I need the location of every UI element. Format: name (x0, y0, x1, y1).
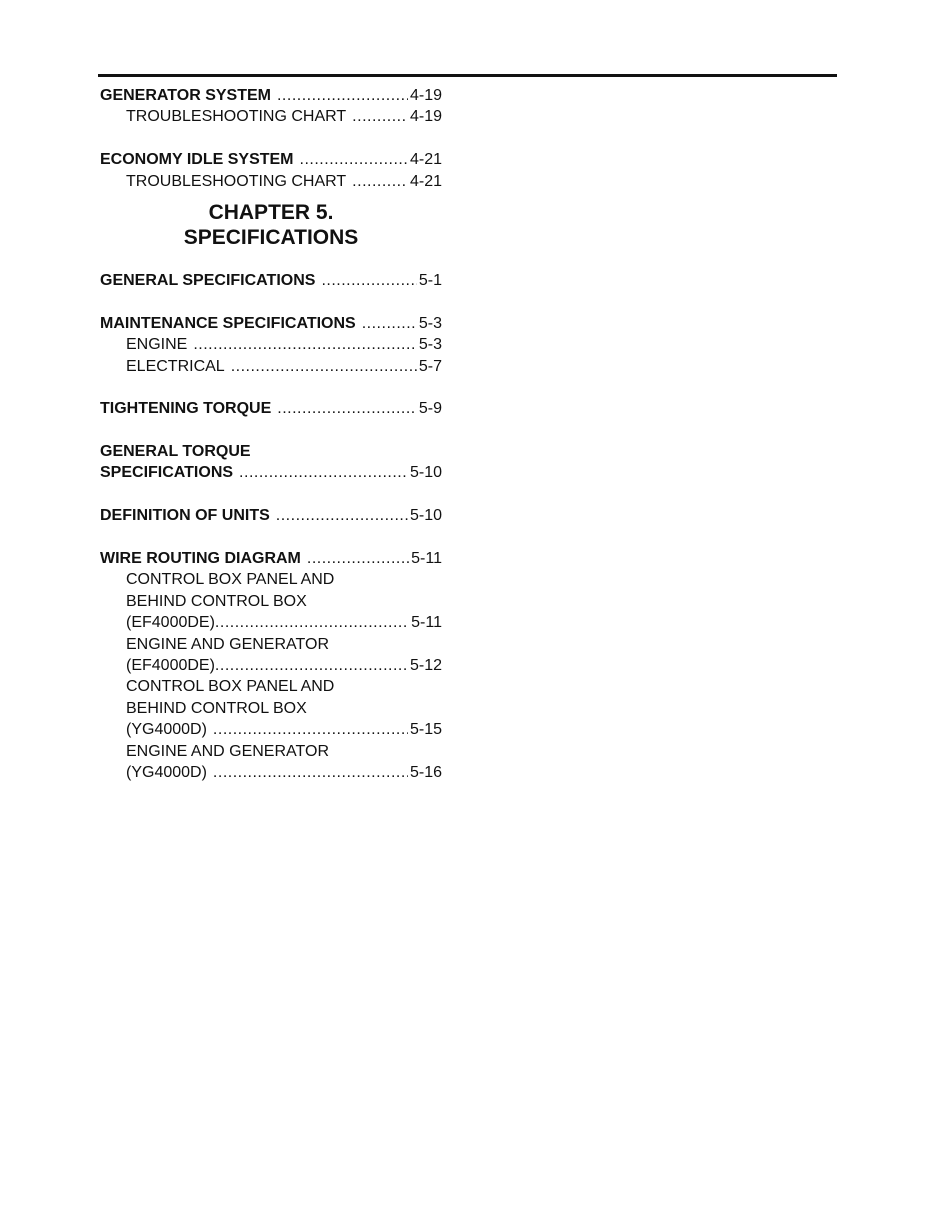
toc-entry-label: ECONOMY IDLE SYSTEM (100, 151, 294, 169)
dot-leader (277, 85, 408, 106)
dot-leader (231, 356, 417, 377)
toc-entry-sub[interactable] (100, 612, 442, 633)
toc-entry-label: TIGHTENING TORQUE (100, 400, 272, 418)
toc-entry-label: GENERAL TORQUE (100, 443, 251, 461)
toc-group (100, 441, 442, 484)
chapter-heading (100, 200, 442, 250)
toc-entry-main[interactable] (100, 313, 442, 334)
dot-leader (215, 612, 409, 633)
toc-entry-page-number: 5-7 (418, 357, 442, 375)
dot-leader (352, 106, 408, 127)
toc-group (100, 270, 442, 291)
toc-entry-label: ENGINE (126, 336, 188, 354)
toc-entry-main[interactable] (100, 270, 442, 291)
toc-entry-sub[interactable] (100, 719, 442, 740)
toc-entry-label: TROUBLESHOOTING CHART (126, 172, 347, 190)
toc-entry-sub[interactable] (100, 569, 442, 590)
toc-entry-page-number: 4-19 (409, 87, 442, 104)
top-rule (98, 74, 837, 77)
toc-entry-label: (YG4000D) (126, 763, 207, 781)
toc-entry-sub[interactable] (100, 591, 442, 612)
toc-group (100, 313, 442, 377)
toc-entry-page-number: 5-9 (418, 400, 442, 418)
toc-entry-label: GENERAL SPECIFICATIONS (100, 271, 316, 289)
table-of-contents (100, 85, 442, 783)
toc-entry-page-number: 5-3 (418, 336, 442, 354)
dot-leader (213, 762, 408, 783)
toc-entry-page-number: 5-12 (409, 656, 442, 674)
toc-entry-page-number: 5-15 (409, 721, 442, 739)
toc-entry-main[interactable] (100, 398, 442, 419)
toc-entry-label: ENGINE AND GENERATOR (126, 635, 329, 653)
toc-entry-label: MAINTENANCE SPECIFICATIONS (100, 314, 356, 332)
toc-entry-sub[interactable] (100, 698, 442, 719)
toc-entry-page-number: 5-16 (409, 763, 442, 781)
dot-leader (276, 505, 408, 526)
toc-entry-page-number: 5-11 (411, 614, 442, 632)
group-spacer (100, 420, 442, 441)
toc-entry-label: DEFINITION OF UNITS (100, 507, 270, 525)
dot-leader (193, 334, 417, 355)
toc-entry-page-number: 5-3 (418, 314, 442, 332)
toc-group (100, 149, 442, 192)
dot-leader (277, 398, 417, 419)
toc-entry-label: CONTROL BOX PANEL AND (126, 678, 335, 696)
group-spacer (100, 527, 442, 548)
toc-entry-label: BEHIND CONTROL BOX (126, 699, 307, 717)
toc-entry-sub[interactable] (100, 171, 442, 192)
group-spacer (100, 128, 442, 149)
toc-entry-page-number: 5-1 (418, 271, 442, 289)
toc-entry-label: GENERATOR SYSTEM (100, 87, 271, 104)
toc-entry-page-number: 4-21 (409, 151, 442, 169)
toc-entry-page-number: 4-19 (409, 108, 442, 126)
toc-entry-label: CONTROL BOX PANEL AND (126, 571, 335, 589)
toc-entry-label: ELECTRICAL (126, 357, 225, 375)
toc-entry-label: ENGINE AND GENERATOR (126, 742, 329, 760)
dot-leader (239, 462, 408, 483)
toc-entry-main[interactable] (100, 149, 442, 170)
toc-entry-main[interactable] (100, 505, 442, 526)
toc-entry-sub[interactable] (100, 106, 442, 127)
toc-entry-sub[interactable] (100, 655, 442, 676)
group-spacer (100, 484, 442, 505)
toc-entry-page-number: 5-11 (411, 550, 442, 568)
group-spacer (100, 377, 442, 398)
dot-leader (362, 313, 417, 334)
toc-group (100, 505, 442, 526)
toc-entry-page-number: 4-21 (409, 172, 442, 190)
toc-entry-sub[interactable] (100, 356, 442, 377)
dot-leader (307, 548, 409, 569)
dot-leader (352, 171, 408, 192)
toc-entry-label: BEHIND CONTROL BOX (126, 592, 307, 610)
toc-entry-label: TROUBLESHOOTING CHART (126, 108, 347, 126)
toc-entry-label: (EF4000DE) (126, 614, 215, 632)
dot-leader (321, 270, 416, 291)
toc-entry-sub[interactable] (100, 634, 442, 655)
toc-entry-label: (YG4000D) (126, 721, 207, 739)
dot-leader (300, 149, 408, 170)
toc-section-chapter-4 (100, 85, 442, 192)
toc-entry-main[interactable] (100, 462, 442, 483)
chapter-title: SPECIFICATIONS (183, 225, 359, 249)
toc-entry-label: WIRE ROUTING DIAGRAM (100, 550, 301, 568)
toc-group (100, 548, 442, 783)
toc-entry-page-number: 5-10 (409, 507, 442, 525)
toc-entry-label: (EF4000DE) (126, 656, 215, 674)
dot-leader (213, 719, 408, 740)
dot-leader (215, 655, 408, 676)
toc-entry-main[interactable] (100, 548, 442, 569)
toc-entry-sub[interactable] (100, 676, 442, 697)
toc-entry-label: SPECIFICATIONS (100, 464, 234, 482)
toc-entry-main[interactable] (100, 441, 442, 462)
toc-entry-sub[interactable] (100, 334, 442, 355)
toc-entry-sub[interactable] (100, 762, 442, 783)
toc-group (100, 85, 442, 128)
toc-section-chapter-5 (100, 270, 442, 783)
toc-entry-sub[interactable] (100, 741, 442, 762)
group-spacer (100, 291, 442, 312)
toc-group (100, 398, 442, 419)
chapter-number: CHAPTER 5. (208, 200, 334, 224)
toc-entry-page-number: 5-10 (409, 464, 442, 482)
toc-entry-main[interactable] (100, 85, 442, 106)
